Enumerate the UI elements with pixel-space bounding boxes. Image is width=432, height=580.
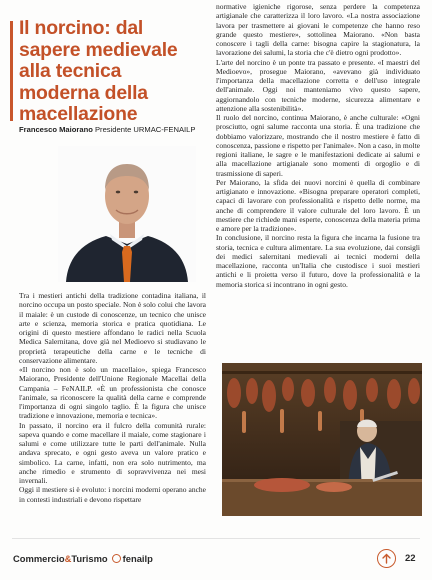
paragraph: Tra i mestieri antichi della tradizione contadina italiana, il norcino occupa un posto speciale. Non è solo colui che lavora il maiale: è un custode di conoscenze, un tecnico che unisce arte e scienza, memoria storica e pratica quotidiana. Le origini di questo mestiere affondano le radici nella Scuola Medica Salernitana, dove già nel Medioevo si studiavano le proprietà terapeutiche della carne e le tecniche di conservazione alimentare.: [19, 291, 206, 365]
article-title: Il norcino: dal sapere medievale alla tecnica moderna della macellazione: [19, 17, 178, 125]
author-role: Presidente URMAC-FENAILP: [94, 125, 196, 134]
arrow-up-icon: [382, 553, 391, 564]
author-portrait: [58, 146, 196, 282]
back-to-top-button[interactable]: [377, 549, 396, 568]
brand-text-commercio: Commercio: [13, 553, 65, 564]
paragraph: «Il norcino non è solo un macellaio», spiega Francesco Maiorano, Presidente dell'Unione Regionale Macellai della Campania – FeNAILP. «È un professionista che conosce l'animale, sa riconoscere la qualità della carne e comprende l'importanza di ogni singolo taglio. È la figura che unisce tradizione e innovazione, memoria e tecnica».: [19, 365, 206, 421]
brand-text-fenailp: fenailp: [122, 553, 153, 564]
paragraph: In conclusione, il norcino resta la figura che incarna la fusione tra storia, tecnica e cultura alimentare. La sua evoluzione, dai consigli dei medici salernitani medievali ai tecnici moderni della macellazione, racconta un'Italia che custodisce i suoi mestieri antichi e li proietta verso il futuro, dove la professionalità e la memoria storica si incontrano in ogni gesto.: [216, 233, 420, 289]
right-column: [216, 2, 420, 289]
page-number: 22: [405, 553, 416, 564]
author-byline: [19, 125, 209, 134]
paragraph: Il ruolo del norcino, continua Maiorano, è anche culturale: «Ogni prosciutto, ogni salume racconta una storia. È una tradizione che dobbiamo valorizzare, mostrando che il nostro mestiere è fatto di conoscenza, passione e rispetto per l'animale». Non a caso, in molte regioni italiane, le sagre e le manifestazioni dedicate ai salumi e alla macellazione artigianale sono momenti di orgoglio e di trasmissione di saperi.: [216, 113, 420, 178]
brand-text-ampersand: &: [64, 553, 72, 564]
paragraph: normative igieniche rigorose, senza perdere la competenza artigianale che caratterizza il loro lavoro. «La nostra associazione lavora per trasmettere ai giovani le competenze che hanno reso grande questo mestiere», sottolinea Maiorano. «Non basta conoscere i tagli della carne: bisogna capire la stagionatura, la lavorazione dei salumi, la storia che c'è dietro ogni prodotto».: [216, 2, 420, 58]
title-accent-bar: [10, 21, 13, 121]
paragraph: Oggi il mestiere si è evoluto: i norcini moderni operano anche in contesti industriali e devono rispettare: [19, 485, 206, 504]
paragraph: In passato, il norcino era il fulcro della comunità rurale: sapeva quando e come macellare il maiale, come stagionare i salumi e come utilizzare tutte le parti dell'animale. Nulla andava sprecato, e ogni gesto aveva un valore pratico e simbolico. La carne, infatti, non era solo nutrimento, ma anche rimedio e strumento di sopravvivenza nei mesi invernali.: [19, 420, 206, 485]
brand-text-turismo: Turismo: [71, 553, 108, 564]
butcher-workshop-photo: [222, 363, 422, 516]
paragraph: Per Maiorano, la sfida dei nuovi norcini è quella di combinare artigianato e innovazione. «Bisogna preparare operatori completi, capaci di lavorare con professionalità e rispetto delle norme, ma anche di comprendere il valore culturale del loro lavoro. È un mestiere che richiede mani esperte, conoscenza della materia prima e amore per la tradizione».: [216, 177, 420, 233]
paragraph: L'arte del norcino è un ponte tra passato e presente. «I maestri del Medioevo», prosegue Maiorano, «avevano già individuato l'importanza della macellazione corretta e dell'uso integrale dell'animale. Oggi noi manteniamo vivo questo sapere, aggiornandolo con tecniche moderne, sicurezza alimentare e attenzione alla sostenibilità».: [216, 57, 420, 113]
fenailp-logo-icon: [112, 554, 121, 563]
title-block: [10, 18, 206, 126]
brand-logo: [13, 553, 153, 564]
left-column: [19, 291, 206, 504]
author-name: Francesco Maiorano: [19, 125, 93, 134]
footer-divider: [12, 538, 420, 539]
